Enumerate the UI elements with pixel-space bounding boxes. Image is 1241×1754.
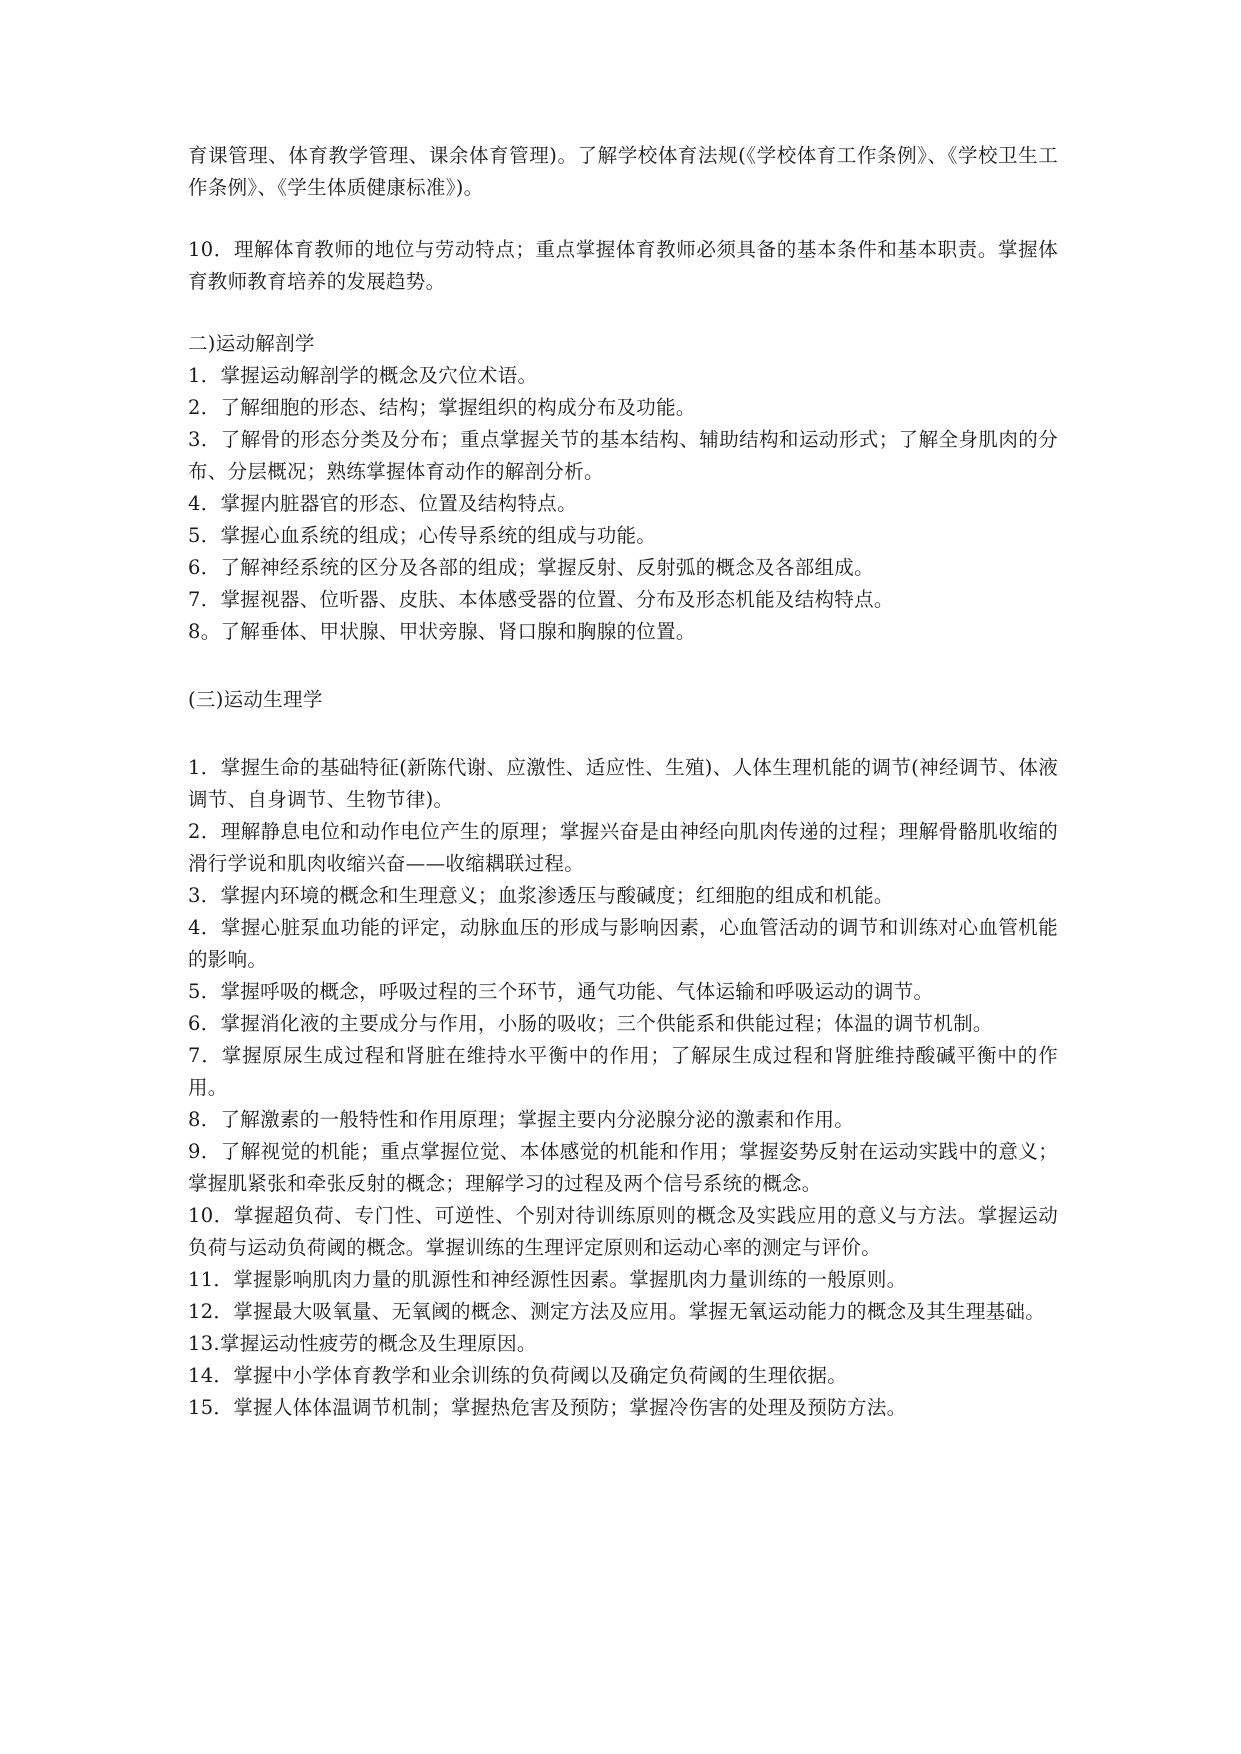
spacer bbox=[188, 716, 1058, 752]
physiology-item: 5．掌握呼吸的概念，呼吸过程的三个环节，通气功能、气体运输和呼吸运动的调节。 bbox=[188, 980, 934, 1003]
physiology-item: 1．掌握生命的基础特征(新陈代谢、应激性、适应性、生殖)、人体生理机能的调节(神经调节、体液调节、自身调节、生物节律)。 bbox=[188, 756, 1058, 811]
physiology-item: 11．掌握影响肌肉力量的肌源性和神经源性因素。掌握肌肉力量训练的一般原则。 bbox=[188, 1268, 907, 1291]
physiology-item: 15．掌握人体体温调节机制；掌握热危害及预防；掌握冷伤害的处理及预防方法。 bbox=[188, 1396, 907, 1419]
physiology-item: 4．掌握心脏泵血功能的评定，动脉血压的形成与影响因素，心血管活动的调节和训练对心血管机能的影响。 bbox=[188, 916, 1058, 971]
spacer bbox=[188, 648, 1058, 684]
anatomy-item: 1．掌握运动解剖学的概念及穴位术语。 bbox=[188, 364, 538, 387]
physiology-item: 7．掌握原尿生成过程和肾脏在维持水平衡中的作用；了解尿生成过程和肾脏维持酸碱平衡中的作用。 bbox=[188, 1044, 1058, 1099]
spacer bbox=[188, 204, 1058, 234]
physiology-item: 9．了解视觉的机能；重点掌握位觉、本体感觉的机能和作用；掌握姿势反射在运动实践中的意义；掌握肌紧张和牵张反射的概念；理解学习的过程及两个信号系统的概念。 bbox=[188, 1140, 1058, 1195]
item-10-paragraph: 10．理解体育教师的地位与劳动特点；重点掌握体育教师必须具备的基本条件和基本职责。掌握体育教师教育培养的发展趋势。 bbox=[188, 238, 1058, 293]
anatomy-item: 7．掌握视器、位听器、皮肤、本体感受器的位置、分布及形态机能及结构特点。 bbox=[188, 588, 894, 611]
physiology-item: 10．掌握超负荷、专门性、可逆性、个别对待训练原则的概念及实践应用的意义与方法。掌握运动负荷与运动负荷阈的概念。掌握训练的生理评定原则和运动心率的测定与评价。 bbox=[188, 1204, 1058, 1259]
physiology-item: 2．理解静息电位和动作电位产生的原理；掌握兴奋是由神经向肌肉传递的过程；理解骨骼肌收缩的滑行学说和肌肉收缩兴奋——收缩耦联过程。 bbox=[188, 820, 1058, 875]
anatomy-item: 8。了解垂体、甲状腺、甲状旁腺、肾口腺和胸腺的位置。 bbox=[188, 620, 696, 643]
section-heading-anatomy: 二)运动解剖学 bbox=[188, 332, 315, 355]
physiology-item: 12．掌握最大吸氧量、无氧阈的概念、测定方法及应用。掌握无氧运动能力的概念及其生理基础。 bbox=[188, 1300, 1046, 1323]
section-heading-physiology: (三)运动生理学 bbox=[188, 688, 323, 711]
spacer bbox=[188, 298, 1058, 328]
anatomy-item: 5．掌握心血系统的组成；心传导系统的组成与功能。 bbox=[188, 524, 657, 547]
physiology-item: 6．掌握消化液的主要成分与作用，小肠的吸收；三个供能系和供能过程；体温的调节机制。 bbox=[188, 1012, 993, 1035]
document-body bbox=[188, 140, 1058, 1424]
anatomy-item: 4．掌握内脏器官的形态、位置及结构特点。 bbox=[188, 492, 577, 515]
anatomy-item: 2．了解细胞的形态、结构；掌握组织的构成分布及功能。 bbox=[188, 396, 696, 419]
anatomy-item: 3．了解骨的形态分类及分布；重点掌握关节的基本结构、辅助结构和运动形式；了解全身肌肉的分布、分层概况；熟练掌握体育动作的解剖分析。 bbox=[188, 428, 1058, 483]
continuation-paragraph: 育课管理、体育教学管理、课余体育管理)。了解学校体育法规(《学校体育工作条例》、《学校卫生工作条例》、《学生体质健康标准》)。 bbox=[188, 144, 1058, 199]
physiology-item: 8．了解激素的一般特性和作用原理；掌握主要内分泌腺分泌的激素和作用。 bbox=[188, 1108, 855, 1131]
physiology-item: 14．掌握中小学体育教学和业余训练的负荷阈以及确定负荷阈的生理依据。 bbox=[188, 1364, 848, 1387]
physiology-item: 13.掌握运动性疲劳的概念及生理原因。 bbox=[188, 1332, 537, 1355]
physiology-item: 3．掌握内环境的概念和生理意义；血浆渗透压与酸碱度；红细胞的组成和机能。 bbox=[188, 884, 894, 907]
anatomy-item: 6．了解神经系统的区分及各部的组成；掌握反射、反射弧的概念及各部组成。 bbox=[188, 556, 874, 579]
